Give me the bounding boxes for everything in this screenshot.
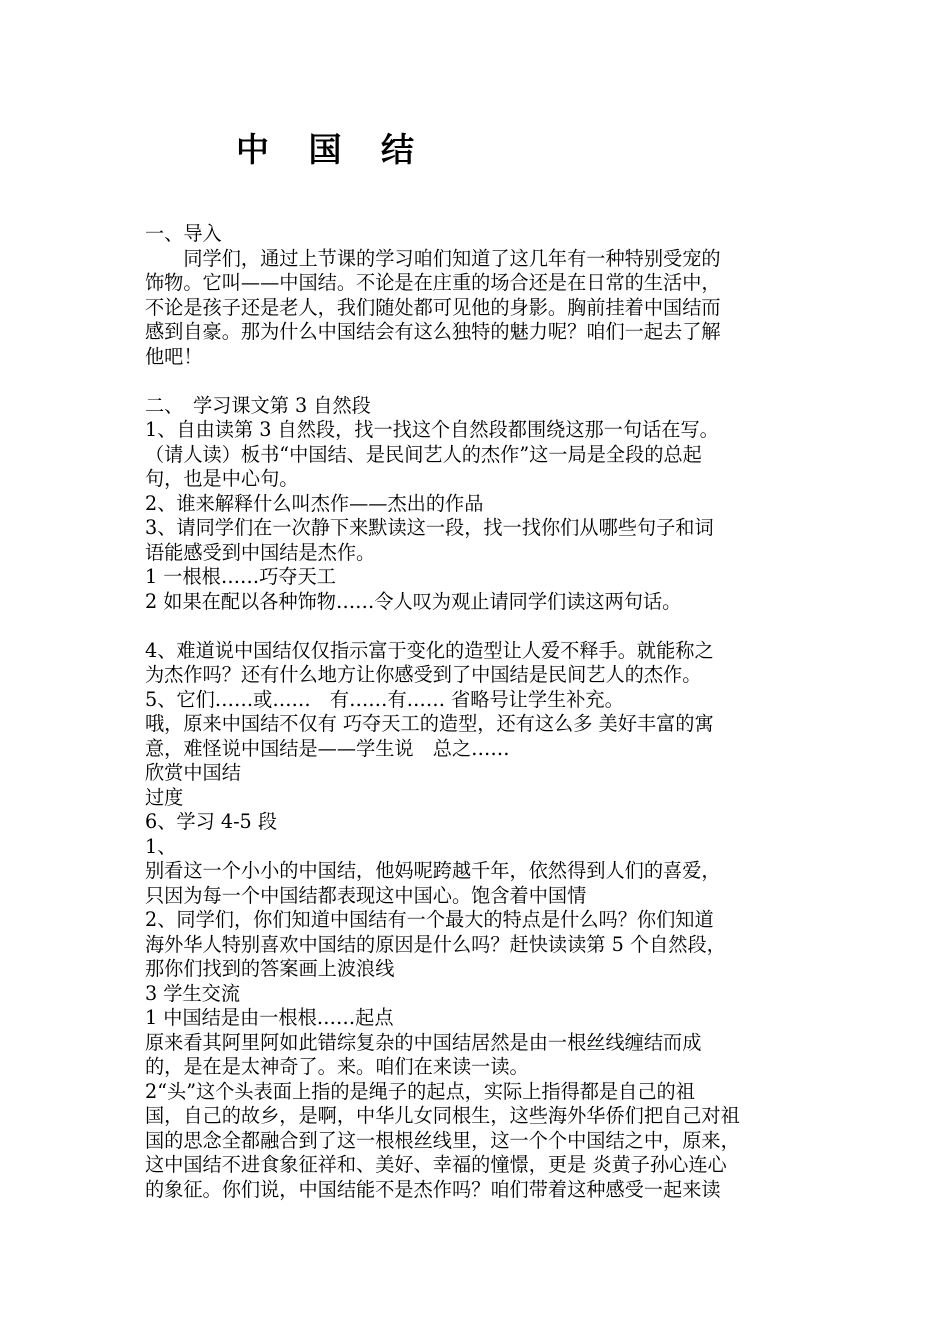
text-line: 为杰作吗？还有什么地方让你感受到了中国结是民间艺人的杰作。 xyxy=(145,663,702,686)
text-line: 二、 学习课文第 3 自然段 xyxy=(145,393,371,417)
text-line: 不论是孩子还是老人，我们随处都可见他的身影。胸前挂着中国结而 xyxy=(145,295,721,319)
text-line: 4、难道说中国结仅仅指示富于变化的造型让人爱不释手。就能称之 xyxy=(145,638,714,662)
text-line: 2、同学们，你们知道中国结有一个最大的特点是什么吗？你们知道 xyxy=(145,908,714,931)
text-line: 同学们，通过上节课的学习咱们知道了这几年有一种特别受宠的 xyxy=(145,246,721,270)
text-line: 1、 xyxy=(145,834,177,858)
text-line: 句，也是中心句。 xyxy=(145,467,299,490)
text-line: 2“头”这个头表面上指的是绳子的起点，实际上指得都是自己的祖 xyxy=(145,1079,695,1103)
text-line: 3 学生交流 xyxy=(145,981,241,1005)
text-line: 海外华人特别喜欢中国结的原因是什么吗？赶快读读第 5 个自然段， xyxy=(145,932,726,956)
text-line: 5、它们……或…… 有……有…… 省略号让学生补充。 xyxy=(145,687,624,711)
text-line: 这中国结不进食象征祥和、美好、幸福的憧憬，更是 炎黄子孙心连心 xyxy=(145,1153,727,1176)
text-line: 那你们找到的答案画上波浪线 xyxy=(145,957,395,980)
text-line: 2 如果在配以各种饰物……令人叹为观止请同学们读这两句话。 xyxy=(145,589,682,613)
text-line: 原来看其阿里阿如此错综复杂的中国结居然是由一根丝线缠结而成 xyxy=(145,1030,702,1054)
text-line: 哦，原来中国结不仅有 巧夺天工的造型，还有这么多 美好丰富的寓 xyxy=(145,712,714,735)
text-line: 意，难怪说中国结是——学生说 总之…… xyxy=(145,736,510,760)
text-line: 3、请同学们在一次静下来默读这一段，找一找你们从哪些句子和词 xyxy=(145,516,714,539)
text-line: 一、导入 xyxy=(145,222,222,245)
text-line: 饰物。它叫——中国结。不论是在庄重的场合还是在日常的生活中， xyxy=(145,271,721,294)
text-line: 1 中国结是由一根根……起点 xyxy=(145,1006,394,1029)
text-line: 的，是在是太神奇了。来。咱们在来读一读。 xyxy=(145,1055,529,1078)
text-line: （请人读）板书“中国结、是民间艺人的杰作”这一局是全段的总起 xyxy=(145,442,702,466)
text-line: 只因为每一个中国结都表现这中国心。饱含着中国情 xyxy=(145,883,587,907)
text-line: 感到自豪。那为什么中国结会有这么独特的魅力呢？咱们一起去了解 xyxy=(145,320,721,343)
blank-line xyxy=(145,614,810,639)
text-line: 6、学习 4-5 段 xyxy=(145,810,278,833)
text-line: 1、自由读第 3 自然段，找一找这个自然段都围绕这那一句话在写。 xyxy=(145,418,719,441)
text-line: 2、谁来解释什么叫杰作——杰出的作品 xyxy=(145,491,484,515)
text-line: 的象征。你们说，中国结能不是杰作吗？咱们带着这种感受一起来读 xyxy=(145,1177,721,1201)
document-title: 中 国 结 xyxy=(236,130,428,169)
text-line: 他吧！ xyxy=(145,344,203,368)
text-line: 1 一根根……巧夺天工 xyxy=(145,565,336,588)
text-line: 过度 xyxy=(145,785,184,809)
blank-line xyxy=(145,369,810,394)
document-body xyxy=(145,222,810,1202)
text-line: 别看这一个小小的中国结，他妈呢跨越千年，依然得到人们的喜爱， xyxy=(145,859,721,882)
text-line: 欣赏中国结 xyxy=(145,761,241,784)
text-line: 国，自己的故乡，是啊，中华儿女同根生，这些海外华侨们把自己对祖 xyxy=(145,1104,740,1127)
text-line: 国的思念全都融合到了这一根根丝线里，这一个个中国结之中，原来， xyxy=(145,1128,740,1152)
text-line: 语能感受到中国结是杰作。 xyxy=(145,540,376,564)
